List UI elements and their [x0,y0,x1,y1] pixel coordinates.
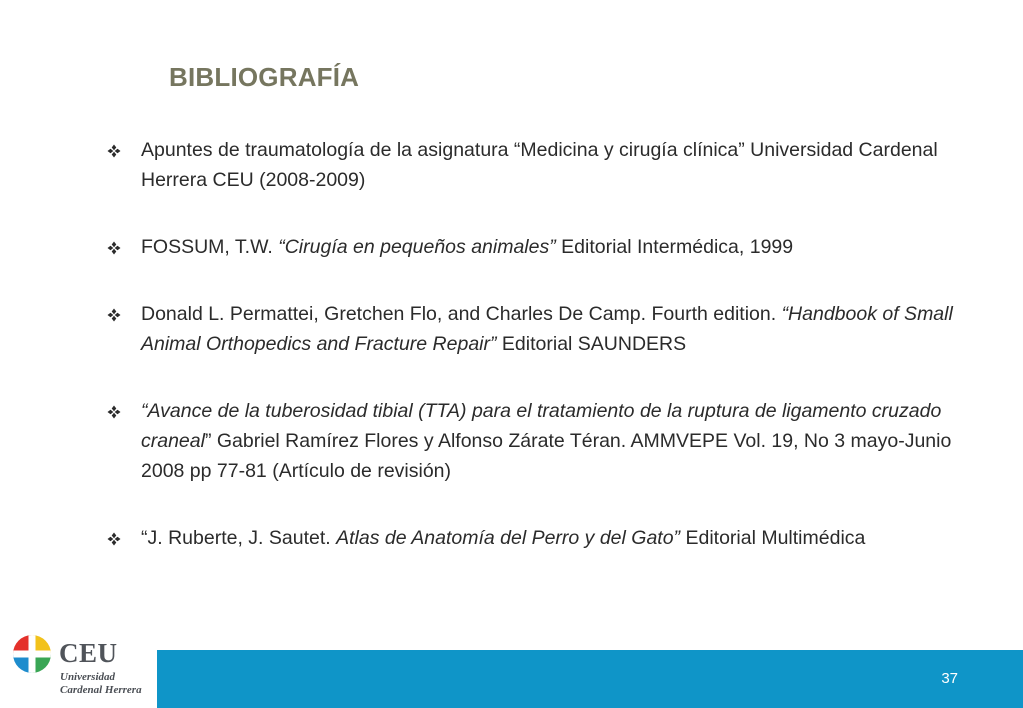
page-number: 37 [941,670,958,687]
bibliography-item [105,396,955,486]
bibliography-list [105,135,955,553]
bibliography-text: FOSSUM, T.W. [141,236,279,258]
bibliography-title: “Cirugía en pequeños animales” [278,236,556,258]
bibliography-item [105,299,955,359]
diamond-quad-bullet-icon [107,532,121,546]
diamond-quad-bullet-icon [107,308,121,322]
bibliography-text: Editorial Intermédica, 1999 [555,236,794,258]
bibliography-title: “Handbook of Small Animal Orthopedics and Fracture Repair” [141,303,953,355]
diamond-quad-bullet-icon [107,405,121,419]
diamond-quad-bullet-icon [107,241,121,255]
logo-subtitle-line2: Cardenal Herrera [60,684,142,696]
bibliography-item [105,232,955,262]
footer-bar [157,650,1023,708]
bibliography-text: Apuntes de traumatología de la asignatura “Medicina y cirugía clínica” Universidad Cardenal Herrera CEU (2008-2009) [141,139,938,191]
bibliography-title: “Avance de la tuberosidad tibial (TTA) para el tratamiento de la ruptura de ligamento cruzado craneal [141,400,942,452]
logo-subtitle-line1: Universidad [60,671,115,683]
bibliography-title: Atlas de Anatomía del Perro y del Gato” [336,527,681,549]
bibliography-text: Donald L. Permattei, Gretchen Flo, and Charles De Camp. Fourth edition. [141,303,782,325]
bibliography-text: ” Gabriel Ramírez Flores y Alfonso Zárate Téran. AMMVEPE Vol. 19, No 3 mayo-Junio 2008 pp 77-81 (Artículo de revisión) [141,430,952,482]
ceu-logo [12,634,157,704]
bibliography-item [105,523,955,553]
bibliography-item [105,135,955,195]
slide-title: BIBLIOGRAFÍA [169,62,360,92]
diamond-quad-bullet-icon [107,144,121,158]
bibliography-text: “J. Ruberte, J. Sautet. [141,527,337,549]
bibliography-text: Editorial Multimédica [680,527,866,549]
logo-name: CEU [59,638,118,668]
ceu-cross-emblem-icon [12,634,52,674]
bibliography-text: Editorial SAUNDERS [496,333,687,355]
